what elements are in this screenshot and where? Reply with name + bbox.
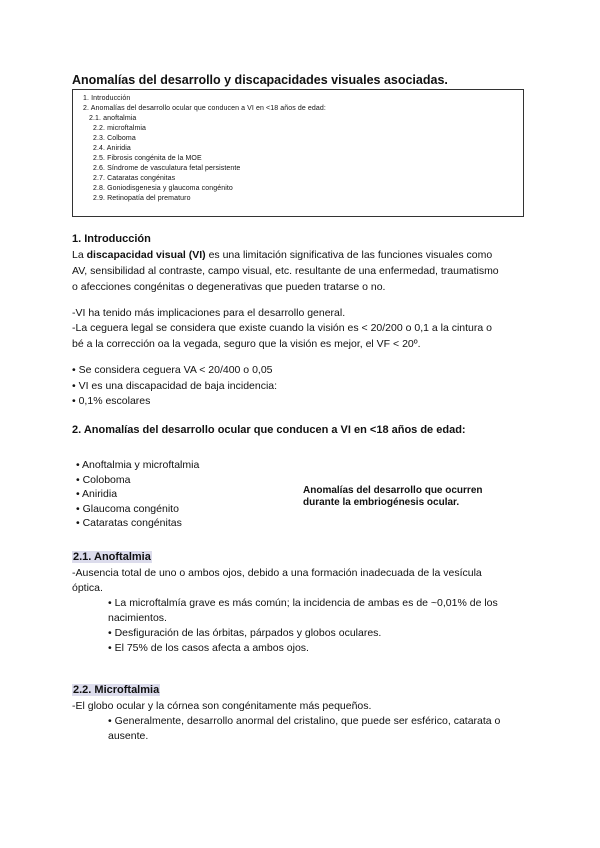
list-item: • Se considera ceguera VA < 20/400 o 0,05 [72,364,273,376]
section-heading-introduccion: 1. Introducción [72,233,151,245]
list-item-continuation: ausente. [108,730,149,742]
document-title: Anomalías del desarrollo y discapacidades visuales asociadas. [72,73,448,87]
side-note [303,485,533,509]
subsection-heading-anoftalmia [72,551,152,563]
toc-item: 2. Anomalías del desarrollo ocular que conducen a VI en <18 años de edad: [83,105,326,112]
toc-item: 2.8. Goniodisgenesia y glaucoma congénito [93,185,233,192]
paragraph-text: es una limitación significativa de las funciones visuales como [205,249,493,261]
side-note-line: durante la embriogénesis ocular. [303,497,460,508]
list-item: • 0,1% escolares [72,395,151,407]
highlighted-heading: 2.2. Microftalmia [73,684,160,696]
section-heading-anomalias: 2. Anomalías del desarrollo ocular que conducen a VI en <18 años de edad: [72,424,466,436]
toc-item: 2.1. anoftalmia [89,115,137,122]
side-note-line: Anomalías del desarrollo que ocurren [303,485,483,496]
paragraph-line: bé a la corrección oa la vegada, seguro que la visión es mejor, el VF < 20º. [72,338,421,350]
toc-item: 2.7. Cataratas congénitas [93,175,176,182]
paragraph-line: óptica. [72,582,103,594]
list-item: • Aniridia [76,488,118,500]
paragraph-line [72,247,492,263]
list-item: • Generalmente, desarrollo anormal del cristalino, que puede ser esférico, catarata o [108,715,501,727]
paragraph-text: La [72,249,87,261]
paragraph-line: o afecciones congénitas o degenerativas que pueden tratarse o no. [72,281,386,293]
list-item: • El 75% de los casos afecta a ambos ojos. [108,642,309,654]
list-item: • Desfiguración de las órbitas, párpados y globos oculares. [108,627,382,639]
paragraph-line: -Ausencia total de uno o ambos ojos, debido a una formación inadecuada de la vesícula [72,567,482,579]
list-item: • Glaucoma congénito [76,503,179,515]
paragraph-line: -El globo ocular y la córnea son congénitamente más pequeños. [72,700,372,712]
toc-item: 2.4. Aniridia [93,145,131,152]
list-item-continuation: nacimientos. [108,612,167,624]
paragraph-line: AV, sensibilidad al contraste, campo visual, etc. resultante de una enfermedad, traumatismo [72,265,499,277]
bold-term: discapacidad visual (VI) [86,249,206,261]
toc-item: 2.3. Colboma [93,135,136,142]
highlighted-heading: 2.1. Anoftalmia [73,551,151,563]
toc-item: 2.9. Retinopatía del prematuro [93,195,191,202]
toc-item: 2.6. Síndrome de vasculatura fetal persistente [93,165,241,172]
table-of-contents [72,89,524,217]
list-item: • Coloboma [76,474,131,486]
toc-item: 2.2. microftalmia [93,125,147,132]
toc-item: 2.5. Fibrosis congénita de la MOE [93,155,202,162]
list-item: • Anoftalmia y microftalmia [76,459,200,471]
list-item: • VI es una discapacidad de baja incidencia: [72,380,278,392]
list-item: • La microftalmía grave es más común; la incidencia de ambas es de ~0,01% de los [108,597,498,609]
paragraph-line: -La ceguera legal se considera que existe cuando la visión es < 20/200 o 0,1 a la cintura o [72,322,492,334]
list-item: • Cataratas congénitas [76,517,182,529]
toc-item: 1. Introducción [83,95,131,102]
subsection-heading-microftalmia [72,684,160,696]
paragraph-line: -VI ha tenido más implicaciones para el desarrollo general. [72,307,346,319]
